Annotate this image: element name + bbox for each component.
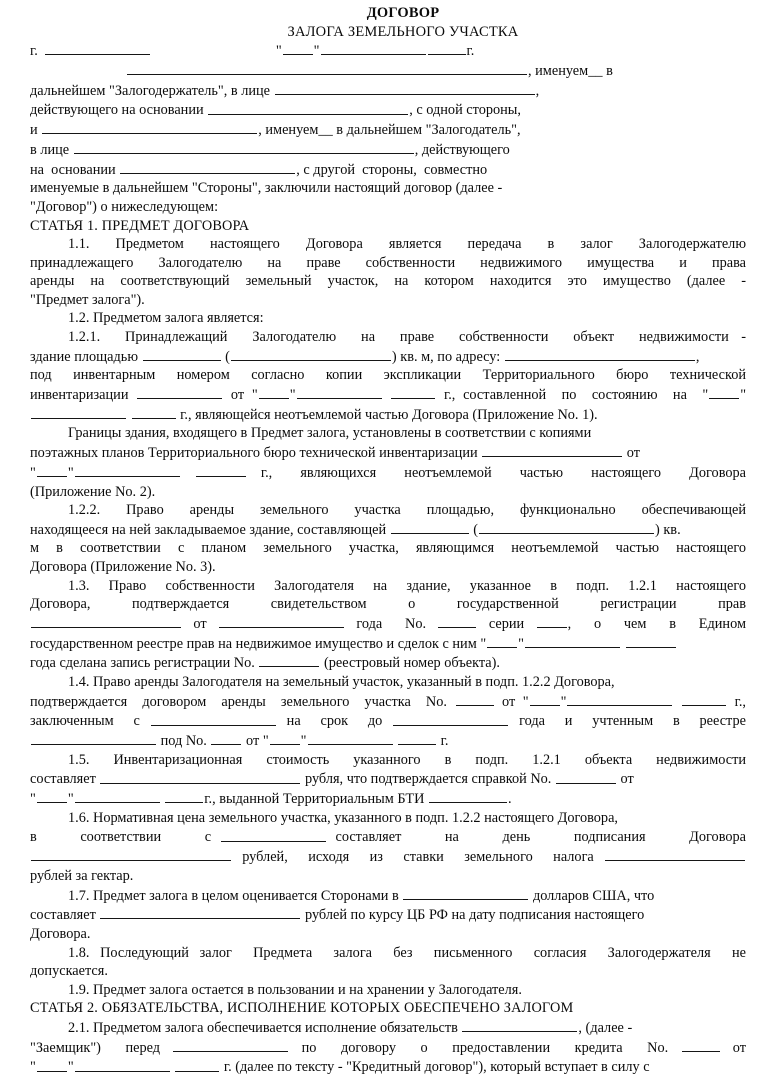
clause-1-2-2-line-4: Договора (Приложение No. 3). <box>30 559 216 576</box>
clause-1-2-2-text-1: 1.2.2. Право аренды земельного участка площадью, функционально обеспечивающей <box>68 502 746 519</box>
valuation-label: 1.7. Предмет залога в целом оценивается Сторонами в <box>68 887 399 904</box>
quote-close-3: " <box>67 464 74 481</box>
registry-number-note: (реестровый номер объекта). <box>324 655 500 672</box>
floorplan-year-blank[interactable] <box>196 463 246 477</box>
inventory-cert-label: рубля, что подтверждается справкой No. <box>305 771 552 788</box>
lease-registry-number-blank[interactable] <box>211 731 241 745</box>
certificate-date-blank[interactable] <box>219 614 344 628</box>
pledgor-basis-blank[interactable] <box>120 160 295 174</box>
lease-party-blank[interactable] <box>151 711 276 725</box>
egrp-year-blank[interactable] <box>626 634 676 648</box>
lease-contract-label: подтверждается договором аренды земельного участка No. <box>30 693 447 710</box>
city-prefix-label: г. <box>30 43 38 60</box>
borders-line-3 <box>30 463 746 483</box>
preamble-line1-tail: , именуем__ в <box>528 63 613 80</box>
cert-series-label: серии <box>488 615 525 632</box>
clause-1-8-text-1: 1.8. Последующий залог Предмета залога без письменного согласия Залогодержателя не <box>68 944 746 961</box>
egrp-month-blank[interactable] <box>525 634 620 648</box>
clause-1-4-text-3: года и учтенным в реестре <box>519 713 746 730</box>
inventory-value-label: составляет <box>30 771 96 788</box>
clause-2-1-line-3 <box>30 1057 746 1077</box>
clause-1-6-line-4: рублей за гектар. <box>30 867 134 884</box>
bti-day-blank[interactable] <box>37 789 67 803</box>
preamble-line3-tail: , с одной стороны, <box>409 102 521 119</box>
clause-1-2-2-line-3: м в соответствии с планом земельного участка, являющимся неотъемлемой частью настоящего <box>30 540 746 557</box>
clause-1-3-line-4 <box>30 634 746 654</box>
year-blank-field[interactable] <box>428 41 466 55</box>
borders-plans-label: поэтажных планов Территориального бюро технической инвентаризации <box>30 445 478 462</box>
clause-1-5-line-1 <box>30 751 746 770</box>
day-blank-field[interactable] <box>283 41 313 55</box>
land-area-label: находящееся на ней закладываемое здание, составляющей <box>30 521 387 538</box>
year-suffix-label: г. <box>466 43 475 60</box>
state-year-blank[interactable] <box>132 405 176 419</box>
pledgor-rep-blank[interactable] <box>74 140 414 154</box>
clause-1-4-line-2 <box>30 692 746 712</box>
valuation-rub-label: составляет <box>30 907 96 924</box>
clause-1-6-line-3 <box>30 847 746 867</box>
clause-1-4-line-4 <box>30 731 746 751</box>
state-month-blank[interactable] <box>31 405 126 419</box>
lease-number-blank[interactable] <box>456 692 494 706</box>
clause-2-1-line-1 <box>30 1018 746 1038</box>
pledgee-basis-blank[interactable] <box>208 100 408 114</box>
clause-1-2-1-line-1 <box>30 328 746 347</box>
credit-day-blank[interactable] <box>37 1057 67 1071</box>
registration-record-label: года сделана запись регистрации No. <box>30 655 255 672</box>
comma-1: , <box>695 348 700 365</box>
inventory-value-blank[interactable] <box>100 769 300 783</box>
credit-number-blank[interactable] <box>682 1038 720 1052</box>
clause-1-7-line-2 <box>30 905 746 925</box>
period-1: . <box>508 791 512 808</box>
clause-1-1-line-2: принадлежащего Залогодателю на праве собственности недвижимого имущества и права <box>30 254 746 271</box>
floorplan-day-blank[interactable] <box>37 463 67 477</box>
preamble-line-3 <box>30 100 746 120</box>
clause-2-1-text-1: 2.1. Предметом залога обеспечивается исполнение обязательств <box>68 1020 458 1037</box>
city-blank-field[interactable] <box>45 41 150 55</box>
clause-1-5-line-3 <box>30 789 746 809</box>
building-address-blank[interactable] <box>505 347 695 361</box>
preamble-line-4 <box>30 120 746 140</box>
state-day-blank[interactable] <box>709 385 739 399</box>
inventory-number-blank[interactable] <box>137 385 222 399</box>
building-area-blank[interactable] <box>143 347 221 361</box>
building-area-label: здание площадью <box>30 348 138 365</box>
borders-line-1 <box>30 424 746 443</box>
date-city-line <box>30 41 746 61</box>
valuation-usd-suffix: долларов США, что <box>532 887 655 904</box>
clause-1-7-line-1 <box>30 886 746 906</box>
borders-text-1: Границы здания, входящего в Предмет залога, установлены в соответствии с копиями <box>68 425 592 442</box>
lease-registry-blank[interactable] <box>31 731 156 745</box>
floorplan-month-blank[interactable] <box>75 463 180 477</box>
clause-1-2-1-line-2 <box>30 347 746 367</box>
lease-registry-year-suffix: г. <box>440 733 449 750</box>
clause-1-2-1-line-3: под инвентарным номером согласно копии экспликации Территориального бюро технической <box>30 367 746 384</box>
certificate-number-blank[interactable] <box>438 614 476 628</box>
cert-from-label: от <box>193 615 207 632</box>
quote-close-4: " <box>518 635 525 652</box>
preamble-line-2 <box>30 81 746 101</box>
clause-1-6-text-1: 1.6. Нормативная цена земельного участка, указанного в подп. 1.2.2 настоящего Договора, <box>68 809 619 826</box>
lease-registry-month-blank[interactable] <box>308 731 393 745</box>
pledgor-name-blank[interactable] <box>42 120 257 134</box>
building-area-words-blank[interactable] <box>231 347 391 361</box>
lease-month-blank[interactable] <box>567 692 672 706</box>
clause-1-2-2-line-2 <box>30 520 746 540</box>
clause-1-3-text-3: , о чем в Едином <box>567 615 746 632</box>
creditor-name-blank[interactable] <box>173 1038 288 1052</box>
preamble-line-5 <box>30 140 746 160</box>
clause-1-4-line-1 <box>30 673 746 692</box>
normative-text-3: рублей, исходя из ставки земельного налога <box>242 849 594 866</box>
clause-1-2-1-line-4 <box>30 385 746 405</box>
inventory-from-label: от " <box>230 387 258 404</box>
clause-1-3-text-1: 1.3. Право собственности Залогодателя на здание, указанное в подп. 1.2.1 настоящего <box>68 577 746 594</box>
bti-issued-label: г., выданной Территориальным БТИ <box>204 791 425 808</box>
borders-from-label: от <box>626 445 641 462</box>
quote-close-6: " <box>300 733 307 750</box>
lease-year-blank[interactable] <box>682 692 726 706</box>
land-tax-rate-blank[interactable] <box>605 847 745 861</box>
inventory-day-blank[interactable] <box>259 385 289 399</box>
preamble-line6-tail: , с другой стороны, совместно <box>296 161 488 178</box>
clause-1-2-2-line-1 <box>30 501 746 520</box>
certificate-series-blank[interactable] <box>31 614 181 628</box>
clause-1-8-line-1 <box>30 944 746 963</box>
preamble-line5-tail: , действующего <box>414 142 510 158</box>
bti-month-blank[interactable] <box>75 789 160 803</box>
normative-price-blank[interactable] <box>31 847 231 861</box>
preamble-line-1 <box>30 61 746 81</box>
lease-registry-day-blank[interactable] <box>270 731 300 745</box>
clause-1-3-line-5 <box>30 653 746 673</box>
clause-1-5-text-1: 1.5. Инвентаризационная стоимость указанного в подп. 1.2.1 объекта недвижимости <box>68 751 746 768</box>
lease-registry-year-blank[interactable] <box>398 731 436 745</box>
date-quote-close: " <box>313 43 320 60</box>
credit-contract-note: г. (далее по тексту - "Кредитный договор"), который вступает в силу с <box>223 1059 650 1076</box>
preamble-line-6 <box>30 160 746 180</box>
inventory-state-label: г., составленной по состоянию на " <box>443 387 709 404</box>
clause-1-9-line-1 <box>30 981 746 1000</box>
quote-close-1: " <box>289 387 296 404</box>
quote-close-2: " <box>740 387 747 404</box>
quote-close-7: " <box>67 791 74 808</box>
preamble-line-7: именуемые в дальнейшем "Стороны", заключили настоящий договор (далее - <box>30 180 503 197</box>
article-1-heading: СТАТЬЯ 1. ПРЕДМЕТ ДОГОВОРА <box>30 217 250 234</box>
appendix-1-label: г., являющейся неотъемлемой частью Договора (Приложение No. 1). <box>180 406 598 423</box>
normative-basis-label: в соответствии с <box>30 829 212 846</box>
clause-1-1-line-4: "Предмет залога"). <box>30 291 145 308</box>
paren-open-2: ( <box>473 521 479 538</box>
lease-party-label: заключенным с <box>30 713 140 730</box>
normative-basis-blank[interactable] <box>221 827 326 841</box>
clause-1-3-line-1 <box>30 577 746 596</box>
borders-text-3: г., являющихся неотъемлемой частью настоящего Договора <box>260 464 746 481</box>
egrp-label: государственном реестре прав на недвижимое имущество и сделок с ним " <box>30 635 487 652</box>
clause-1-1-line-3: аренды на соответствующий земельный участок, на котором находится это имущество (далее - <box>30 273 746 290</box>
cert-number-label: года No. <box>356 615 427 632</box>
valuation-usd-blank[interactable] <box>403 886 528 900</box>
pledgee-name-blank[interactable] <box>127 61 527 75</box>
registration-record-blank[interactable] <box>259 653 319 667</box>
lease-from-label: от " <box>502 693 529 710</box>
clause-1-8-line-2: допускается. <box>30 963 108 980</box>
bti-name-blank[interactable] <box>429 789 507 803</box>
egrp-day-blank[interactable] <box>487 634 517 648</box>
credit-contract-label: по договору о предоставлении кредита No. <box>301 1039 669 1056</box>
lease-under-no-label: под No. <box>160 733 207 750</box>
clause-1-1-text-1: 1.1. Предметом настоящего Договора является передача в залог Залогодержателю <box>68 236 746 253</box>
clause-2-1-line-2 <box>30 1038 746 1058</box>
quote-open-2: " <box>30 464 36 481</box>
lease-year-suffix: г., <box>734 693 746 710</box>
land-area-unit-label: ) кв. <box>655 521 681 538</box>
preamble-line3-text: действующего на основании <box>30 102 204 119</box>
clause-1-4-line-3 <box>30 711 746 731</box>
quote-close-5: " <box>560 693 567 710</box>
bti-year-blank[interactable] <box>165 789 203 803</box>
quote-open-4: " <box>30 1059 36 1076</box>
pledgee-rep-blank[interactable] <box>275 81 535 95</box>
lease-registry-from-label: от " <box>246 733 269 750</box>
preamble-line5-text: в лице <box>30 142 70 158</box>
preamble-line2-text: дальнейшем "Залогодержатель", в лице <box>30 82 270 99</box>
valuation-rub-suffix: рублей по курсу ЦБ РФ на дату подписания настоящего <box>305 907 645 924</box>
inventory-month-blank[interactable] <box>297 385 382 399</box>
credit-year-blank[interactable] <box>175 1057 219 1071</box>
borrower-name-blank[interactable] <box>462 1018 577 1032</box>
clause-1-6-line-1 <box>30 809 746 828</box>
land-area-words-blank[interactable] <box>479 520 654 534</box>
clause-1-9-text-1: 1.9. Предмет залога остается в пользовании и на хранении у Залогодателя. <box>68 981 522 998</box>
clause-1-7-line-3: Договора. <box>30 926 91 943</box>
normative-text-2: составляет на день подписания Договора <box>335 829 746 846</box>
month-blank-field[interactable] <box>321 41 426 55</box>
inventory-cert-from-label: от <box>620 771 634 788</box>
date-quote-open: " <box>275 43 282 60</box>
clause-1-1-line-1 <box>30 235 746 254</box>
preamble-line-8: "Договор") о нижеследующем: <box>30 198 219 215</box>
clause-1-2-1-text-1: 1.2.1. Принадлежащий Залогодателю на праве собственности объект недвижимости - <box>68 329 746 346</box>
quote-open-3: " <box>30 791 36 808</box>
inventory-cert-number-blank[interactable] <box>556 769 616 783</box>
preamble-line6-text: на основании <box>30 161 116 178</box>
clause-1-4-text-1: 1.4. Право аренды Залогодателя на земельный участок, указанный в подп. 1.2.2 Договора, <box>68 674 615 691</box>
clause-1-3-line-3 <box>30 614 746 634</box>
lease-term-label: на срок до <box>286 713 383 730</box>
clause-1-2-line-1 <box>30 309 746 328</box>
lease-term-blank[interactable] <box>393 711 508 725</box>
clause-1-5-line-2 <box>30 769 746 789</box>
paren-open-1: ( <box>225 348 230 365</box>
credit-month-blank[interactable] <box>75 1057 170 1071</box>
valuation-rub-blank[interactable] <box>100 905 300 919</box>
building-area-unit-label: ) кв. м, по адресу: <box>391 348 501 365</box>
land-area-blank[interactable] <box>391 520 469 534</box>
clause-1-6-line-2 <box>30 827 746 847</box>
clause-1-2-text: 1.2. Предметом залога является: <box>68 310 264 327</box>
quote-close-8: " <box>67 1059 74 1076</box>
clause-1-3-line-2: Договора, подтверждается свидетельством о государственной регистрации прав <box>30 596 746 613</box>
preamble-line4-text: и <box>30 122 38 139</box>
certificate-series-code-blank[interactable] <box>537 614 567 628</box>
inventory-label: инвентаризации <box>30 387 129 404</box>
preamble-line4-tail: , именуем__ в дальнейшем "Залогодатель", <box>258 122 521 139</box>
borders-line-2 <box>30 443 746 463</box>
article-2-heading: СТАТЬЯ 2. ОБЯЗАТЕЛЬСТВА, ИСПОЛНЕНИЕ КОТОРЫХ ОБЕСПЕЧЕНО ЗАЛОГОМ <box>30 1000 574 1017</box>
clause-1-2-1-line-5 <box>30 405 746 425</box>
floorplan-number-blank[interactable] <box>482 443 622 457</box>
borrower-suffix: , (далее - <box>578 1020 633 1037</box>
page-title: ДОГОВОР <box>366 5 440 21</box>
credit-from-label: от <box>732 1039 746 1056</box>
inventory-year-blank[interactable] <box>391 385 435 399</box>
page-subtitle: ЗАЛОГА ЗЕМЕЛЬНОГО УЧАСТКА <box>287 23 519 40</box>
lease-day-blank[interactable] <box>530 692 560 706</box>
preamble-line2-tail: , <box>535 82 540 99</box>
borders-line-4: (Приложение No. 2). <box>30 483 156 500</box>
borrower-before-label: "Заемщик") перед <box>30 1039 161 1056</box>
